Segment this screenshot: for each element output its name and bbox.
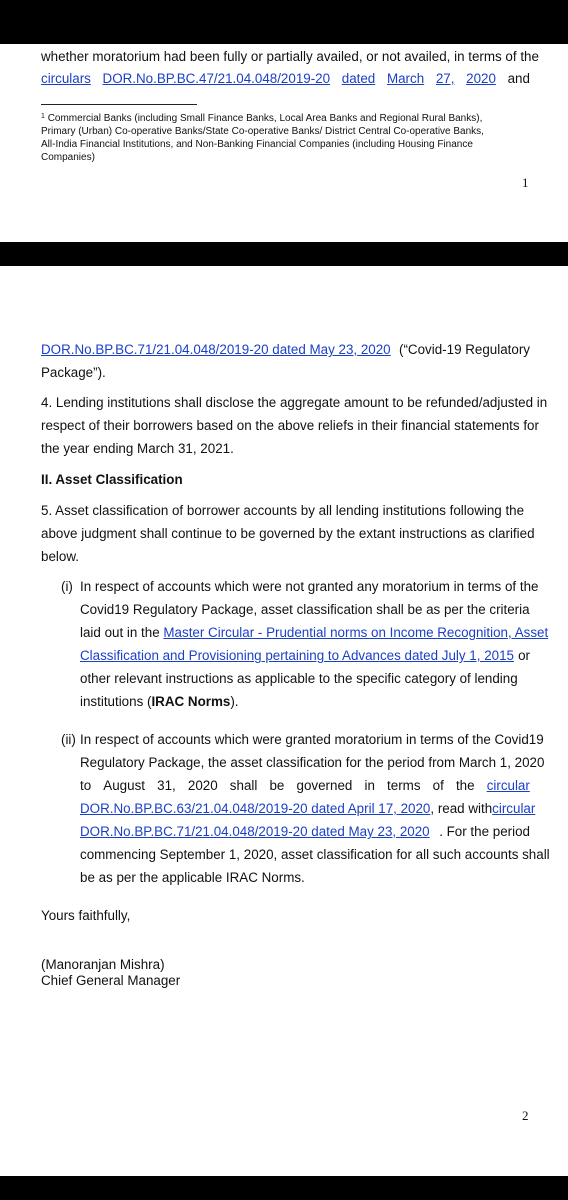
signatory-name: (Manoranjan Mishra): [41, 957, 165, 972]
item-i-text: laid out in the: [80, 625, 160, 640]
footnote-text: Companies): [41, 152, 95, 163]
footnote-text: Commercial Banks (including Small Finance Banks, Local Area Banks and Regional Rural Banks),: [47, 113, 483, 124]
master-circular-link[interactable]: Classification and Provisioning pertaining to Advances dated July 1, 2015: [80, 648, 514, 663]
circular-47-link-word[interactable]: 27,: [435, 71, 455, 86]
item-ii-word: the: [455, 778, 475, 793]
para-5-text: above judgment shall continue to be governed by the extant instructions as clarified: [41, 526, 535, 541]
item-ii-text: Regulatory Package, the asset classification for the period from March 1, 2020: [80, 755, 545, 770]
signatory-title: Chief General Manager: [41, 973, 181, 988]
item-ii-word: August: [103, 778, 145, 793]
para-5-line-1: [41, 502, 530, 520]
page1-text-line-2: [41, 70, 530, 88]
item-i-text: ).: [230, 694, 239, 709]
item-i-line-2: [80, 601, 530, 619]
item-i-line-4: [80, 647, 530, 665]
item-i-line-1: [80, 578, 539, 596]
item-ii-line-2: [80, 754, 545, 772]
footnote-marker: 1: [41, 113, 45, 120]
item-ii-marker: (ii): [61, 732, 76, 747]
item-ii-word: 31,: [157, 778, 176, 793]
footnote-line-1: [41, 112, 482, 125]
para-5-line-3: below.: [41, 549, 79, 564]
item-ii-text: In respect of accounts which were granted moratorium in terms of the Covid19: [80, 732, 544, 747]
item-ii-word: to: [80, 778, 92, 793]
item-ii-text: , read with: [430, 801, 493, 816]
circular-47-link-word[interactable]: circulars: [41, 71, 91, 86]
item-ii-line-7: be as per the applicable IRAC Norms.: [80, 870, 305, 885]
item-ii-word: governed: [296, 778, 353, 793]
item-ii-text: commencing September 1, 2020, asset classification for all such accounts shall: [80, 847, 550, 862]
para-5-line-2: [41, 525, 535, 543]
item-i-line-5: [80, 670, 530, 688]
page-number-1: 1: [522, 175, 529, 190]
footnote-line-3: [41, 138, 473, 151]
footnote-line-4: [41, 151, 95, 164]
para-cont-tail: (“Covid-19 Regulatory: [399, 342, 530, 357]
footnote-text: All-India Financial Institutions, and Non-Banking Financial Companies (including Housing Finance: [41, 139, 473, 150]
page-number-2: 2: [522, 1108, 529, 1123]
item-i-line-3: [80, 624, 548, 642]
item-i-line-6: [80, 693, 239, 711]
para-4-text: respect of their borrowers based on the above reliefs in their financial statements for: [41, 418, 539, 433]
closing-salutation: Yours faithfully,: [41, 908, 131, 923]
document-page-2: [0, 266, 568, 1176]
item-ii-word: shall: [229, 778, 258, 793]
item-i-text: institutions (: [80, 694, 152, 709]
circular-63-link[interactable]: circular: [486, 778, 530, 793]
section-heading-asset-classification: II. Asset Classification: [41, 472, 183, 487]
footnote-text: Primary (Urban) Co-operative Banks/State Co-operative Banks/ District Central Co-operative Banks,: [41, 126, 484, 137]
circular-47-link-word[interactable]: 2020: [466, 71, 496, 86]
irac-norms-term: IRAC Norms: [151, 694, 231, 709]
item-i-text: In respect of accounts which were not granted any moratorium in terms of the: [80, 579, 539, 594]
para-5-text: 5. Asset classification of borrower accounts by all lending institutions following the: [41, 503, 525, 518]
item-i-marker: (i): [61, 579, 73, 594]
footnote-line-2: [41, 125, 484, 138]
para-4-text: 4. Lending institutions shall disclose the aggregate amount to be refunded/adjusted in: [41, 395, 548, 410]
item-i-text: Covid19 Regulatory Package, asset classification shall be as per the criteria: [80, 602, 530, 617]
circular-47-link-word[interactable]: DOR.No.BP.BC.47/21.04.048/2019-20: [102, 71, 331, 86]
circular-71-link[interactable]: DOR.No.BP.BC.71/21.04.048/2019-20 dated May 23, 2020: [80, 824, 430, 839]
item-ii-line-3: [80, 777, 530, 795]
document-page-1: [0, 44, 568, 242]
item-ii-word: terms: [387, 778, 421, 793]
para-4-line-1: [41, 394, 548, 412]
item-ii-line-1: [80, 731, 544, 749]
para-4-line-2: [41, 417, 539, 435]
circular-71-link[interactable]: circular: [492, 801, 536, 816]
circular-71-link[interactable]: DOR.No.BP.BC.71/21.04.048/2019-20 dated May 23, 2020: [41, 342, 391, 357]
para-cont-line-2: Package”).: [41, 365, 106, 380]
item-ii-line-4: [80, 800, 536, 818]
circular-63-link[interactable]: DOR.No.BP.BC.63/21.04.048/2019-20 dated April 17, 2020: [80, 801, 431, 816]
page1-text-line-1: [41, 48, 539, 66]
item-ii-line-6: [80, 846, 550, 864]
circular-47-link-word[interactable]: dated: [341, 71, 376, 86]
master-circular-link[interactable]: Master Circular - Prudential norms on Income Recognition, Asset: [163, 625, 549, 640]
item-i-text: or: [518, 648, 530, 663]
para-4-line-3: the year ending March 31, 2021.: [41, 441, 234, 456]
item-ii-word: of: [432, 778, 444, 793]
item-ii-word: be: [269, 778, 285, 793]
item-ii-text: . For the period: [439, 824, 530, 839]
item-i-text: other relevant instructions as applicable to the specific category of lending: [80, 671, 518, 686]
line-2-tail-text: and: [507, 71, 530, 86]
para-cont-line-1: [41, 341, 530, 359]
page1-line-1-text: whether moratorium had been fully or partially availed, or not availed, in terms of the: [41, 49, 539, 64]
item-ii-word: in: [364, 778, 375, 793]
item-ii-word: 2020: [187, 778, 218, 793]
item-ii-line-5: [80, 823, 530, 841]
circular-47-link-word[interactable]: March: [386, 71, 425, 86]
footnote-divider: [41, 104, 197, 105]
